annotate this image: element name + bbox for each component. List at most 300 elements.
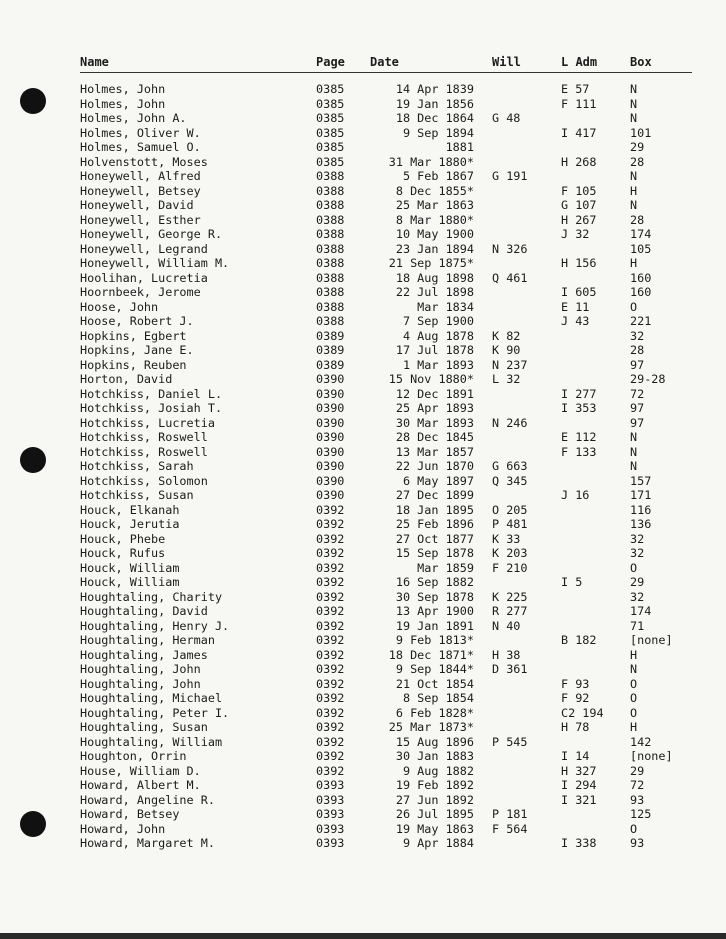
cell-page: 0388 xyxy=(316,227,345,241)
cell-date: 18 Dec 1871* xyxy=(388,647,474,662)
cell-name: Houghtaling, Michael xyxy=(80,691,223,705)
cell-adm: F 93 xyxy=(561,676,590,691)
table-row xyxy=(0,271,726,286)
cell-will: P 545 xyxy=(492,734,528,749)
cell-name: Houck, Phebe xyxy=(80,531,166,546)
cell-date: 16 Sep 1882 xyxy=(395,575,474,589)
cell-box: [none] xyxy=(630,749,673,763)
cell-will: N 326 xyxy=(492,241,528,256)
cell-box: N xyxy=(630,459,638,473)
table-row xyxy=(0,662,726,677)
scan-bottom-edge xyxy=(0,933,726,939)
cell-name: Honeywell, William M. xyxy=(80,256,230,270)
table-row xyxy=(0,387,726,402)
cell-page: 0392 xyxy=(316,531,345,546)
cell-box: 157 xyxy=(630,473,652,488)
cell-box: 97 xyxy=(630,415,645,430)
cell-name: Holmes, Oliver W. xyxy=(80,125,201,140)
cell-box: 29 xyxy=(630,140,645,154)
cell-will: F 210 xyxy=(492,560,528,575)
table-row xyxy=(0,706,726,721)
table-row xyxy=(0,198,726,213)
cell-page: 0389 xyxy=(316,328,345,343)
cell-date: 30 Jan 1883 xyxy=(395,749,474,763)
header-adm: L Adm xyxy=(561,55,598,69)
cell-adm: F 133 xyxy=(561,444,597,459)
cell-adm: I 605 xyxy=(561,285,597,299)
cell-page: 0393 xyxy=(316,821,345,836)
cell-date: 15 Nov 1880* xyxy=(388,372,474,386)
table-row xyxy=(0,242,726,257)
cell-adm: I 353 xyxy=(561,401,597,415)
cell-adm: J 32 xyxy=(561,227,590,241)
cell-page: 0385 xyxy=(316,154,345,169)
cell-page: 0388 xyxy=(316,270,345,285)
cell-page: 0389 xyxy=(316,343,345,357)
cell-adm: F 111 xyxy=(561,96,597,111)
cell-name: Honeywell, Legrand xyxy=(80,241,208,256)
cell-will: N 40 xyxy=(492,618,521,633)
cell-date: 8 Mar 1880* xyxy=(395,212,474,227)
cell-name: Howard, John xyxy=(80,821,166,836)
cell-page: 0393 xyxy=(316,778,345,792)
table-row xyxy=(0,793,726,808)
cell-adm: G 107 xyxy=(561,198,597,212)
cell-name: Howard, Albert M. xyxy=(80,778,201,792)
cell-name: Holmes, Samuel O. xyxy=(80,140,201,154)
cell-date: 19 Feb 1892 xyxy=(395,778,474,792)
cell-box: 160 xyxy=(630,270,652,285)
cell-name: Houghtaling, Henry J. xyxy=(80,618,230,633)
cell-date: 19 Jan 1891 xyxy=(395,618,474,633)
cell-date: 19 May 1863 xyxy=(395,821,474,836)
table-row xyxy=(0,648,726,663)
cell-will: K 203 xyxy=(492,546,528,560)
cell-page: 0388 xyxy=(316,198,345,212)
cell-date: 1 Mar 1893 xyxy=(402,357,474,372)
cell-box: N xyxy=(630,662,638,676)
cell-page: 0393 xyxy=(316,836,345,850)
cell-adm: C2 194 xyxy=(561,705,604,720)
table-row xyxy=(0,474,726,489)
table-row xyxy=(0,749,726,764)
cell-will: Q 345 xyxy=(492,473,528,488)
cell-page: 0392 xyxy=(316,517,345,531)
cell-page: 0392 xyxy=(316,705,345,720)
table-row xyxy=(0,140,726,155)
cell-box: 105 xyxy=(630,241,652,256)
cell-name: Houck, Elkanah xyxy=(80,502,180,517)
cell-adm: I 14 xyxy=(561,749,590,763)
table-row xyxy=(0,97,726,112)
cell-date: 28 Dec 1845 xyxy=(395,430,474,444)
cell-page: 0392 xyxy=(316,662,345,676)
cell-box: 29-28 xyxy=(630,372,666,386)
cell-page: 0388 xyxy=(316,183,345,198)
cell-will: R 277 xyxy=(492,604,528,618)
cell-page: 0385 xyxy=(316,140,345,154)
cell-adm: F 105 xyxy=(561,183,597,198)
cell-name: Houghtaling, John xyxy=(80,662,201,676)
cell-box: N xyxy=(630,444,638,459)
cell-will: L 32 xyxy=(492,372,521,386)
cell-adm: F 92 xyxy=(561,691,590,705)
table-row xyxy=(0,285,726,300)
cell-adm: E 57 xyxy=(561,82,590,96)
cell-page: 0392 xyxy=(316,618,345,633)
cell-box: 97 xyxy=(630,401,645,415)
cell-name: Holmes, John xyxy=(80,96,166,111)
cell-date: 14 Apr 1839 xyxy=(395,82,474,96)
cell-name: Houghtaling, Herman xyxy=(80,633,215,647)
table-row xyxy=(0,111,726,126)
cell-box: 29 xyxy=(630,763,645,778)
cell-box: 171 xyxy=(630,488,652,502)
cell-name: Houghtaling, Charity xyxy=(80,589,223,604)
cell-page: 0392 xyxy=(316,691,345,705)
cell-will: F 564 xyxy=(492,821,528,836)
record-list xyxy=(0,82,726,851)
cell-box: 28 xyxy=(630,343,645,357)
table-row xyxy=(0,720,726,735)
table-row xyxy=(0,256,726,271)
table-row xyxy=(0,169,726,184)
cell-box: N xyxy=(630,82,638,96)
cell-box: 32 xyxy=(630,546,645,560)
table-row xyxy=(0,633,726,648)
cell-page: 0388 xyxy=(316,285,345,299)
cell-name: Honeywell, Esther xyxy=(80,212,201,227)
cell-name: Houghtaling, John xyxy=(80,676,201,691)
table-row xyxy=(0,590,726,605)
cell-name: Hotchkiss, Roswell xyxy=(80,430,208,444)
cell-date: 9 Sep 1844* xyxy=(395,662,474,676)
cell-will: P 481 xyxy=(492,517,528,531)
cell-name: Houghtaling, Peter I. xyxy=(80,705,230,720)
cell-box: 72 xyxy=(630,778,645,792)
cell-date: Mar 1834 xyxy=(417,299,474,314)
table-row xyxy=(0,227,726,242)
cell-date: 7 Sep 1900 xyxy=(402,314,474,328)
cell-name: Houck, William xyxy=(80,560,180,575)
table-row xyxy=(0,836,726,851)
cell-will: K 82 xyxy=(492,328,521,343)
cell-date: Mar 1859 xyxy=(417,560,474,575)
cell-page: 0390 xyxy=(316,386,345,401)
cell-will: G 48 xyxy=(492,111,521,125)
cell-date: 9 Apr 1884 xyxy=(402,836,474,850)
cell-box: 71 xyxy=(630,618,645,633)
cell-page: 0385 xyxy=(316,111,345,125)
cell-box: 142 xyxy=(630,734,652,749)
cell-page: 0385 xyxy=(316,96,345,111)
cell-box: H xyxy=(630,256,638,270)
cell-adm: H 78 xyxy=(561,720,590,734)
cell-page: 0390 xyxy=(316,401,345,415)
header-date: Date xyxy=(370,55,399,69)
cell-date: 6 May 1897 xyxy=(402,473,474,488)
cell-page: 0390 xyxy=(316,415,345,430)
cell-date: 8 Sep 1854 xyxy=(402,691,474,705)
table-row xyxy=(0,314,726,329)
cell-page: 0392 xyxy=(316,589,345,604)
cell-name: Holvenstott, Moses xyxy=(80,154,208,169)
cell-page: 0389 xyxy=(316,357,345,372)
cell-page: 0390 xyxy=(316,372,345,386)
cell-name: Hoornbeek, Jerome xyxy=(80,285,201,299)
cell-date: 27 Dec 1899 xyxy=(395,488,474,502)
cell-name: Hotchkiss, Josiah T. xyxy=(80,401,223,415)
cell-page: 0392 xyxy=(316,763,345,778)
cell-page: 0392 xyxy=(316,604,345,618)
cell-name: Horton, David xyxy=(80,372,173,386)
cell-box: 116 xyxy=(630,502,652,517)
cell-adm: E 112 xyxy=(561,430,597,444)
cell-page: 0385 xyxy=(316,125,345,140)
cell-box: 72 xyxy=(630,386,645,401)
cell-box: 97 xyxy=(630,357,645,372)
table-row xyxy=(0,546,726,561)
table-row xyxy=(0,691,726,706)
header-will: Will xyxy=(492,55,521,69)
cell-box: 136 xyxy=(630,517,652,531)
cell-box: 174 xyxy=(630,227,652,241)
cell-box: O xyxy=(630,691,638,705)
cell-name: Hotchkiss, Lucretia xyxy=(80,415,215,430)
table-row xyxy=(0,604,726,619)
cell-name: Houghtaling, Susan xyxy=(80,720,208,734)
cell-page: 0385 xyxy=(316,82,345,96)
cell-box: 174 xyxy=(630,604,652,618)
cell-will: G 663 xyxy=(492,459,528,473)
cell-date: 25 Mar 1863 xyxy=(395,198,474,212)
header-page: Page xyxy=(316,55,345,69)
cell-box: N xyxy=(630,111,638,125)
cell-date: 9 Feb 1813* xyxy=(395,633,474,647)
cell-will: P 181 xyxy=(492,807,528,821)
cell-name: Houghtaling, William xyxy=(80,734,223,749)
cell-date: 21 Sep 1875* xyxy=(388,256,474,270)
cell-box: H xyxy=(630,720,638,734)
table-row xyxy=(0,807,726,822)
cell-box: 160 xyxy=(630,285,652,299)
cell-box: 125 xyxy=(630,807,652,821)
cell-adm: H 156 xyxy=(561,256,597,270)
cell-box: O xyxy=(630,676,638,691)
header-name: Name xyxy=(80,55,109,69)
cell-box: 29 xyxy=(630,575,645,589)
table-row xyxy=(0,343,726,358)
cell-box: N xyxy=(630,96,638,111)
cell-name: Hotchkiss, Solomon xyxy=(80,473,208,488)
cell-name: Hopkins, Reuben xyxy=(80,357,187,372)
cell-date: 23 Jan 1894 xyxy=(395,241,474,256)
cell-page: 0390 xyxy=(316,488,345,502)
table-row xyxy=(0,575,726,590)
cell-date: 27 Oct 1877 xyxy=(395,531,474,546)
cell-date: 19 Jan 1856 xyxy=(395,96,474,111)
cell-box: 28 xyxy=(630,212,645,227)
cell-date: 25 Feb 1896 xyxy=(395,517,474,531)
cell-page: 0388 xyxy=(316,256,345,270)
cell-name: House, William D. xyxy=(80,763,201,778)
cell-box: 101 xyxy=(630,125,652,140)
cell-page: 0388 xyxy=(316,299,345,314)
cell-page: 0392 xyxy=(316,633,345,647)
cell-box: 32 xyxy=(630,328,645,343)
cell-date: 9 Aug 1882 xyxy=(402,763,474,778)
cell-adm: J 16 xyxy=(561,488,590,502)
cell-box: 93 xyxy=(630,792,645,807)
cell-box: N xyxy=(630,169,638,183)
table-row xyxy=(0,300,726,315)
cell-date: 15 Sep 1878 xyxy=(395,546,474,560)
cell-page: 0388 xyxy=(316,169,345,183)
table-row xyxy=(0,503,726,518)
cell-name: Hopkins, Egbert xyxy=(80,328,187,343)
cell-name: Houghtaling, David xyxy=(80,604,208,618)
cell-name: Hoolihan, Lucretia xyxy=(80,270,208,285)
table-row xyxy=(0,735,726,750)
cell-name: Howard, Angeline R. xyxy=(80,792,215,807)
cell-date: 25 Apr 1893 xyxy=(395,401,474,415)
table-row xyxy=(0,517,726,532)
cell-date: 4 Aug 1878 xyxy=(402,328,474,343)
table-row xyxy=(0,778,726,793)
cell-name: Hotchkiss, Sarah xyxy=(80,459,194,473)
cell-name: Hoose, Robert J. xyxy=(80,314,194,328)
table-row xyxy=(0,561,726,576)
table-row xyxy=(0,126,726,141)
cell-date: 5 Feb 1867 xyxy=(402,169,474,183)
table-row xyxy=(0,677,726,692)
cell-box: 221 xyxy=(630,314,652,328)
table-row xyxy=(0,155,726,170)
cell-adm: I 417 xyxy=(561,125,597,140)
table-row xyxy=(0,430,726,445)
cell-box: 28 xyxy=(630,154,645,169)
cell-page: 0393 xyxy=(316,807,345,821)
cell-date: 12 Dec 1891 xyxy=(395,386,474,401)
cell-page: 0390 xyxy=(316,459,345,473)
cell-date: 10 May 1900 xyxy=(395,227,474,241)
header-rule xyxy=(80,72,692,73)
cell-box: H xyxy=(630,647,638,662)
cell-name: Holmes, John A. xyxy=(80,111,187,125)
cell-date: 6 Feb 1828* xyxy=(395,705,474,720)
cell-page: 0392 xyxy=(316,546,345,560)
cell-box: O xyxy=(630,560,638,575)
cell-will: O 205 xyxy=(492,502,528,517)
cell-name: Holmes, John xyxy=(80,82,166,96)
table-row xyxy=(0,213,726,228)
cell-adm: I 5 xyxy=(561,575,583,589)
cell-will: G 191 xyxy=(492,169,528,183)
cell-box: O xyxy=(630,705,638,720)
cell-date: 18 Aug 1898 xyxy=(395,270,474,285)
cell-name: Honeywell, David xyxy=(80,198,194,212)
cell-box: O xyxy=(630,821,638,836)
cell-page: 0390 xyxy=(316,473,345,488)
cell-date: 18 Jan 1895 xyxy=(395,502,474,517)
cell-box: 93 xyxy=(630,836,645,850)
cell-will: H 38 xyxy=(492,647,521,662)
cell-will: Q 461 xyxy=(492,270,528,285)
cell-adm: J 43 xyxy=(561,314,590,328)
cell-date: 13 Mar 1857 xyxy=(395,444,474,459)
cell-box: N xyxy=(630,430,638,444)
cell-date: 25 Mar 1873* xyxy=(388,720,474,734)
cell-name: Hotchkiss, Daniel L. xyxy=(80,386,223,401)
cell-date: 13 Apr 1900 xyxy=(395,604,474,618)
cell-date: 30 Mar 1893 xyxy=(395,415,474,430)
cell-will: N 237 xyxy=(492,357,528,372)
cell-name: Houck, Rufus xyxy=(80,546,166,560)
cell-page: 0393 xyxy=(316,792,345,807)
cell-date: 22 Jul 1898 xyxy=(395,285,474,299)
cell-box: [none] xyxy=(630,633,673,647)
cell-name: Hoose, John xyxy=(80,299,159,314)
table-row xyxy=(0,184,726,199)
cell-page: 0392 xyxy=(316,575,345,589)
table-row xyxy=(0,445,726,460)
table-row xyxy=(0,416,726,431)
table-row xyxy=(0,488,726,503)
cell-name: Hotchkiss, Susan xyxy=(80,488,194,502)
cell-box: N xyxy=(630,198,638,212)
cell-name: Houghtaling, James xyxy=(80,647,208,662)
table-row xyxy=(0,532,726,547)
cell-name: Honeywell, Alfred xyxy=(80,169,201,183)
cell-date: 1881 xyxy=(445,140,474,154)
cell-date: 15 Aug 1896 xyxy=(395,734,474,749)
cell-page: 0392 xyxy=(316,734,345,749)
cell-name: Houck, Jerutia xyxy=(80,517,180,531)
table-row xyxy=(0,401,726,416)
cell-will: D 361 xyxy=(492,662,528,676)
cell-page: 0388 xyxy=(316,212,345,227)
cell-date: 8 Dec 1855* xyxy=(395,183,474,198)
table-row xyxy=(0,82,726,97)
cell-box: 32 xyxy=(630,531,645,546)
cell-name: Houghton, Orrin xyxy=(80,749,187,763)
cell-page: 0392 xyxy=(316,560,345,575)
cell-name: Houck, William xyxy=(80,575,180,589)
cell-adm: I 277 xyxy=(561,386,597,401)
table-row xyxy=(0,764,726,779)
cell-adm: I 294 xyxy=(561,778,597,792)
cell-name: Hopkins, Jane E. xyxy=(80,343,194,357)
cell-adm: E 11 xyxy=(561,299,590,314)
cell-box: H xyxy=(630,183,638,198)
cell-adm: B 182 xyxy=(561,633,597,647)
table-row xyxy=(0,459,726,474)
cell-page: 0392 xyxy=(316,647,345,662)
cell-page: 0390 xyxy=(316,444,345,459)
cell-page: 0392 xyxy=(316,749,345,763)
cell-will: K 33 xyxy=(492,531,521,546)
table-row xyxy=(0,619,726,634)
cell-name: Hotchkiss, Roswell xyxy=(80,444,208,459)
cell-page: 0390 xyxy=(316,430,345,444)
cell-name: Honeywell, Betsey xyxy=(80,183,201,198)
cell-date: 17 Jul 1878 xyxy=(395,343,474,357)
table-row xyxy=(0,329,726,344)
cell-will: N 246 xyxy=(492,415,528,430)
cell-date: 30 Sep 1878 xyxy=(395,589,474,604)
cell-name: Howard, Margaret M. xyxy=(80,836,215,850)
cell-name: Honeywell, George R. xyxy=(80,227,223,241)
